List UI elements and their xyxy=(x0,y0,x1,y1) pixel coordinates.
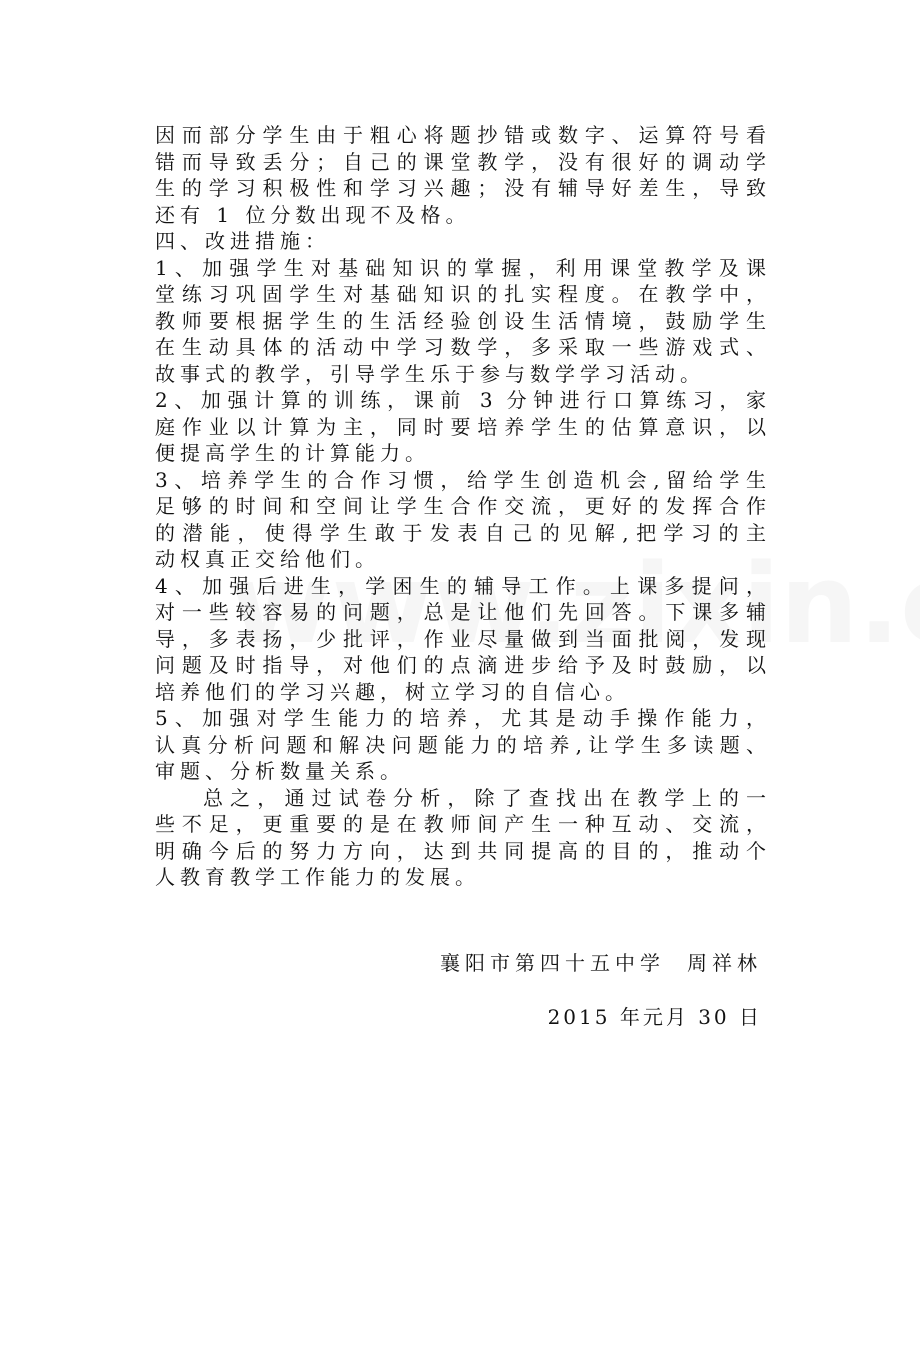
text-line: 4、加强后进生，学困生的辅导工作。上课多提问， xyxy=(155,573,767,598)
text-line: 还有 1 位分数出现不及格。 xyxy=(155,202,471,227)
text-line: 认真分析问题和解决问题能力的培养,让学生多读题、 xyxy=(155,732,767,757)
text-line: 庭作业以计算为主，同时要培养学生的估算意识，以 xyxy=(155,414,767,439)
signature-line xyxy=(440,947,762,976)
text-line: 的潜能，使得学生敢于发表自己的见解,把学习的主 xyxy=(155,520,767,545)
text-line: 5、加强对学生能力的培养，尤其是动手操作能力， xyxy=(155,706,767,730)
text-line: 错而导致丢分；自己的课堂教学，没有很好的调动学 xyxy=(155,149,767,174)
text-line: 教师要根据学生的生活经验创设生活情境，鼓励学生 xyxy=(155,308,767,333)
document-body xyxy=(155,122,767,891)
section-heading: 四、改进措施： xyxy=(155,229,330,253)
text-line: 对一些较容易的问题，总是让他们先回答。下课多辅 xyxy=(155,600,767,624)
text-line: 动权真正交给他们。 xyxy=(155,547,380,571)
text-line: 便提高学生的计算能力。 xyxy=(155,441,430,465)
text-line: 1、加强学生对基础知识的掌握，利用课堂教学及课 xyxy=(155,255,767,280)
text-line: 审题、分析数量关系。 xyxy=(155,759,405,783)
text-line: 2、加强计算的训练，课前 3 分钟进行口算练习，家 xyxy=(155,388,767,412)
text-line: 问题及时指导，对他们的点滴进步给予及时鼓励，以 xyxy=(155,653,767,677)
text-line: 故事式的教学，引导学生乐于参与数学学习活动。 xyxy=(155,361,705,386)
text-line: 3、培养学生的合作习惯，给学生创造机会,留给学生 xyxy=(155,467,767,492)
text-line: 生的学习积极性和学习兴趣；没有辅导好差生，导致 xyxy=(155,176,767,200)
school-name: 襄阳市第四十五中学 xyxy=(440,951,665,975)
document-date: 2015 年元月 30 日 xyxy=(547,1005,762,1029)
text-line: 培养他们的学习兴趣，树立学习的自信心。 xyxy=(155,679,630,704)
text-line: 因而部分学生由于粗心将题抄错或数字、运算符号看 xyxy=(155,123,767,147)
text-line: 足够的时间和空间让学生合作交流，更好的发挥合作 xyxy=(155,494,767,518)
author-name: 周祥林 xyxy=(687,951,762,975)
text-line: 明确今后的努力方向，达到共同提高的目的，推动个 xyxy=(155,838,767,863)
text-line: 在生动具体的活动中学习数学，多采取一些游戏式、 xyxy=(155,335,767,359)
text-line: 总之，通过试卷分析，除了查找出在教学上的一 xyxy=(203,785,767,810)
text-line: 堂练习巩固学生对基础知识的扎实程度。在教学中， xyxy=(155,282,767,306)
text-line: 人教育教学工作能力的发展。 xyxy=(155,865,480,889)
text-line: 些不足，更重要的是在教师间产生一种互动、交流， xyxy=(155,812,767,836)
text-line: 导，多表扬，少批评，作业尽量做到当面批阅，发现 xyxy=(155,626,767,651)
